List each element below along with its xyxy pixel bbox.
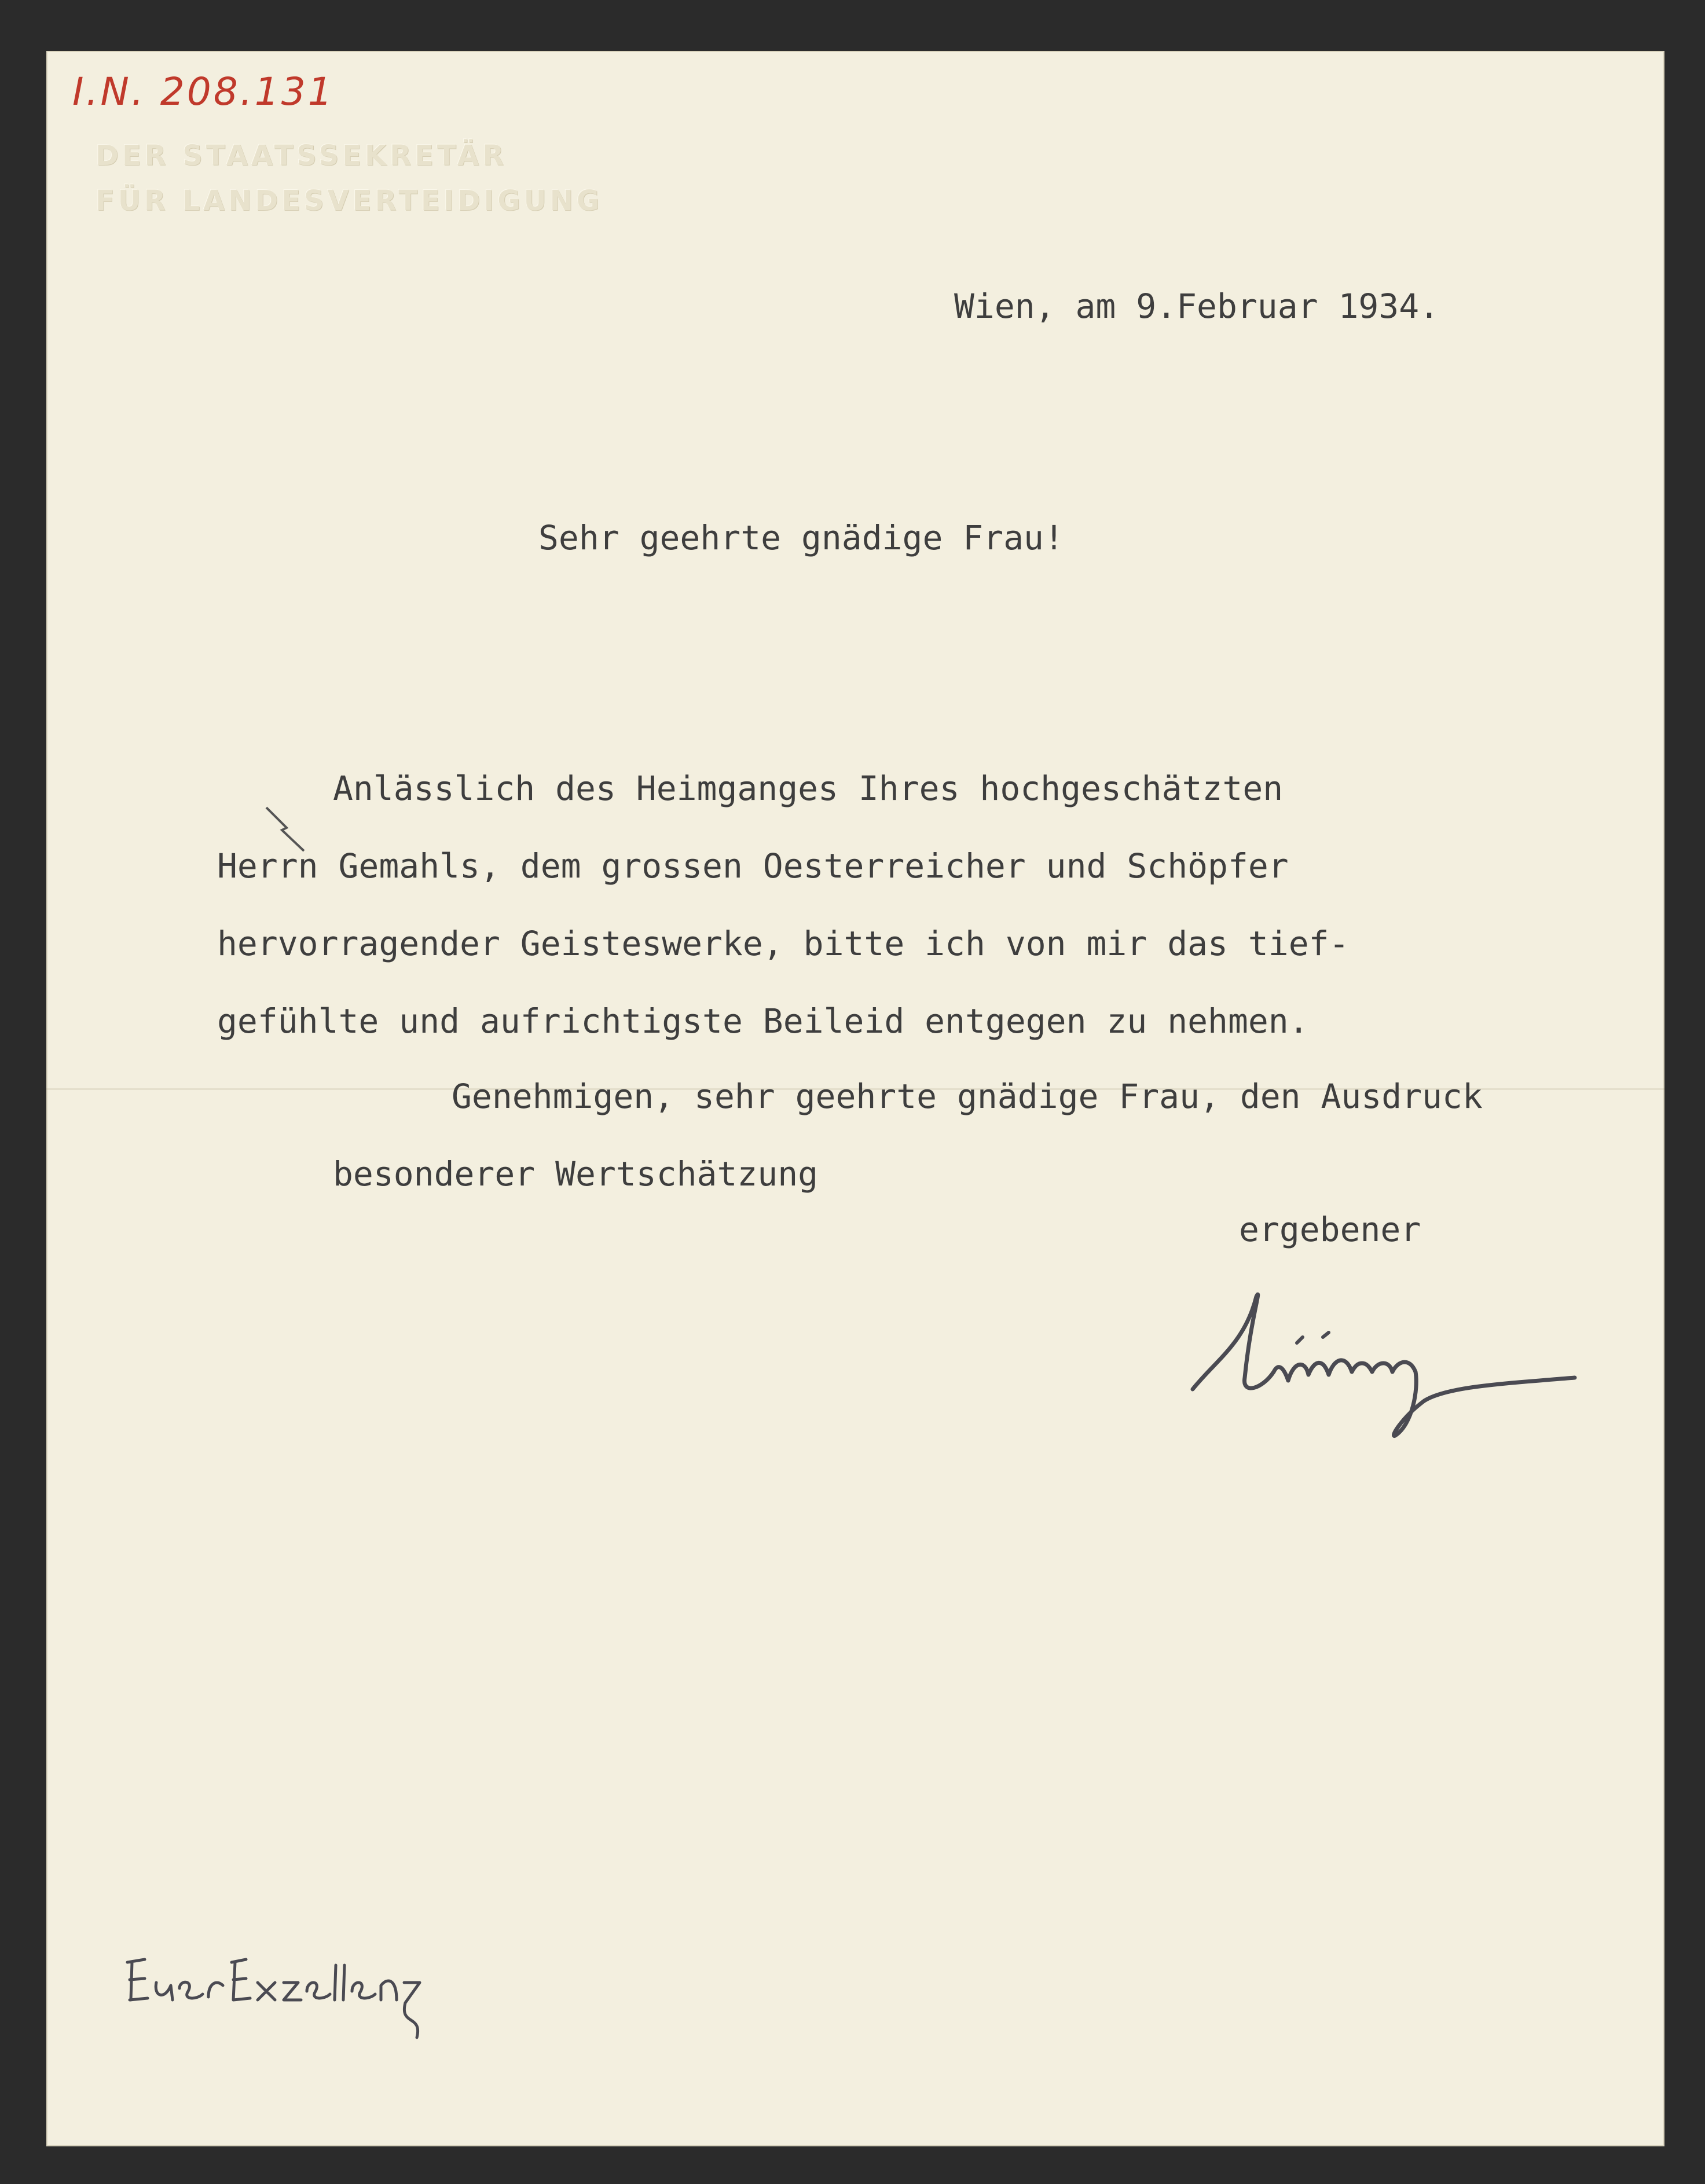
letter-paragraph-1	[217, 750, 1350, 1060]
archive-inventory-number: I.N. 208.131	[72, 69, 335, 114]
paragraph-2-line-1: Genehmigen, sehr geehrte gnädige Frau, den Ausdruck	[452, 1077, 1483, 1116]
letterhead-line-1: DER STAATSSEKRETÄR	[96, 140, 508, 172]
embossed-letterhead	[96, 133, 603, 223]
handwritten-signature	[1181, 1273, 1586, 1447]
letter-date: Wien, am 9.Februar 1934.	[954, 287, 1440, 326]
paragraph-1-line-1: Anlässlich des Heimganges Ihres hochgeschätzten	[333, 769, 1284, 808]
letterhead-line-2: FÜR LANDESVERTEIDIGUNG	[96, 185, 603, 217]
paragraph-1-line-4: gefühlte und aufrichtigste Beileid entgegen zu nehmen.	[217, 1001, 1309, 1041]
paragraph-1-line-2: Herrn Gemahls, dem grossen Oesterreicher und Schöpfer	[217, 846, 1289, 886]
paragraph-2-line-2: besonderer Wertschätzung	[333, 1154, 819, 1194]
letter-salutation: Sehr geehrte gnädige Frau!	[538, 518, 1064, 557]
handwritten-note	[122, 1945, 423, 2049]
letter-paragraph-2	[333, 1058, 1483, 1213]
letter-closing: ergebener	[1239, 1210, 1421, 1249]
paragraph-1-line-3: hervorragender Geisteswerke, bitte ich von mir das tief-	[217, 924, 1350, 963]
